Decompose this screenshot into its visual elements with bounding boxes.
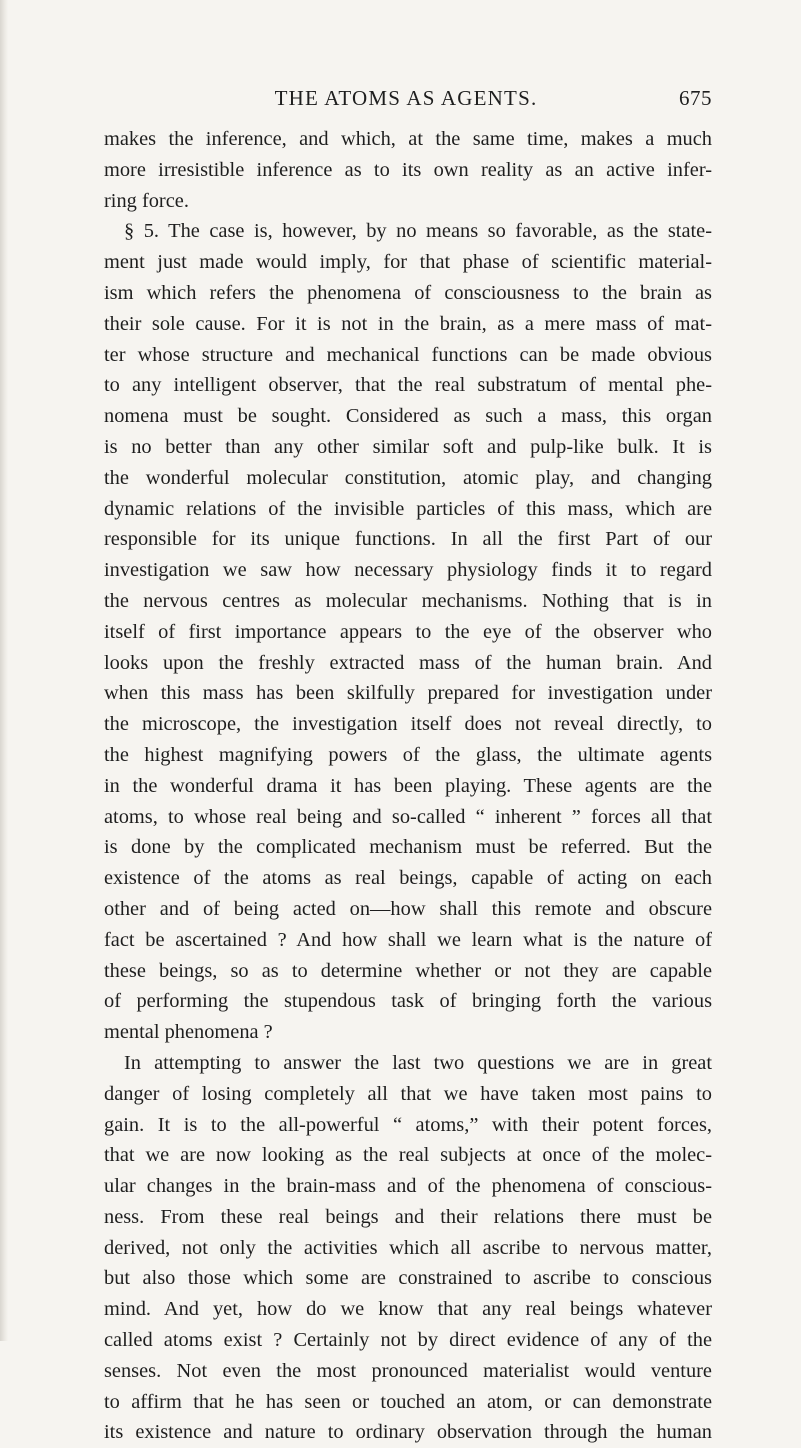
text-line: looks upon the freshly extracted mass of the human brain. And — [104, 651, 712, 674]
text-line: more irresistible inference as to its own reality as an active infer- — [104, 158, 712, 181]
text-line: investigation we saw how necessary physiology finds it to regard — [104, 559, 712, 582]
text-line: danger of losing completely all that we have taken most pains to — [104, 1082, 712, 1105]
text-line: ular changes in the brain-mass and of the phenomena of conscious- — [104, 1175, 712, 1198]
text-line: existence of the atoms as real beings, capable of acting on each — [104, 867, 712, 890]
running-title: THE ATOMS AS AGENTS. — [274, 86, 538, 110]
text-line: but also those which some are constrained to ascribe to conscious — [104, 1267, 712, 1290]
text-line: other and of being acted on—how shall this remote and obscure — [104, 897, 712, 920]
text-line: makes the inference, and which, at the same time, makes a much — [104, 128, 712, 150]
paragraph-start-line: In attempting to answer the last two questions we are in great — [124, 1051, 712, 1074]
text-line: ism which refers the phenomena of consciousness to the brain as — [104, 281, 712, 304]
text-line: the highest magnifying powers of the glass, the ultimate agents — [104, 743, 712, 766]
text-line: ness. From these real beings and their relations there must be — [104, 1205, 712, 1228]
text-line: senses. Not even the most pronounced materialist would venture — [104, 1359, 712, 1382]
body-text — [104, 124, 712, 1448]
text-line: the nervous centres as molecular mechanisms. Nothing that is in — [104, 589, 712, 612]
text-line: when this mass has been skilfully prepared for investigation under — [104, 682, 712, 705]
text-line: derived, not only the activities which all ascribe to nervous matter, — [104, 1236, 712, 1259]
text-line: gain. It is to the all-powerful “ atoms,” with their potent forces, — [104, 1113, 712, 1136]
page-number: 675 — [679, 86, 712, 110]
text-line: atoms, to whose real being and so-called “ inherent ” forces all that — [104, 805, 712, 828]
text-line: of performing the stupendous task of bringing forth the various — [104, 990, 712, 1013]
page-header — [100, 84, 712, 112]
text-line: is no better than any other similar soft and pulp-like bulk. It is — [104, 435, 712, 458]
text-line: is done by the complicated mechanism must be referred. But the — [104, 836, 712, 859]
text-line: ment just made would imply, for that phase of scientific material- — [104, 251, 712, 274]
text-line: dynamic relations of the invisible particles of this mass, which are — [104, 497, 712, 520]
text-line: to affirm that he has seen or touched an atom, or can demonstrate — [104, 1390, 712, 1413]
text-line: the wonderful molecular constitution, atomic play, and changing — [104, 466, 712, 489]
text-line: itself of first importance appears to the eye of the observer who — [104, 620, 712, 643]
text-line: the microscope, the investigation itself does not reveal directly, to — [104, 713, 712, 736]
text-line: its existence and nature to ordinary observation through the human — [104, 1421, 712, 1444]
text-line: mental phenomena ? — [104, 1021, 273, 1044]
text-line: these beings, so as to determine whether or not they are capable — [104, 959, 712, 982]
page-edge-shadow — [0, 0, 8, 1341]
text-line: ter whose structure and mechanical functions can be made obvious — [104, 343, 712, 366]
section-start-line: § 5. The case is, however, by no means so favorable, as the state- — [124, 220, 712, 243]
text-line: that we are now looking as the real subjects at once of the molec- — [104, 1144, 712, 1167]
text-line: in the wonderful drama it has been playing. These agents are the — [104, 774, 712, 797]
text-line: nomena must be sought. Considered as such a mass, this organ — [104, 405, 712, 428]
text-line: their sole cause. For it is not in the brain, as a mere mass of mat- — [104, 312, 712, 335]
text-line: called atoms exist ? Certainly not by direct evidence of any of the — [104, 1329, 712, 1352]
text-line: responsible for its unique functions. In all the first Part of our — [104, 528, 712, 551]
text-line: to any intelligent observer, that the real substratum of mental phe- — [104, 374, 712, 397]
text-line: ring force. — [104, 189, 189, 212]
text-line: fact be ascertained ? And how shall we learn what is the nature of — [104, 928, 712, 951]
text-line: mind. And yet, how do we know that any real beings whatever — [104, 1298, 712, 1321]
